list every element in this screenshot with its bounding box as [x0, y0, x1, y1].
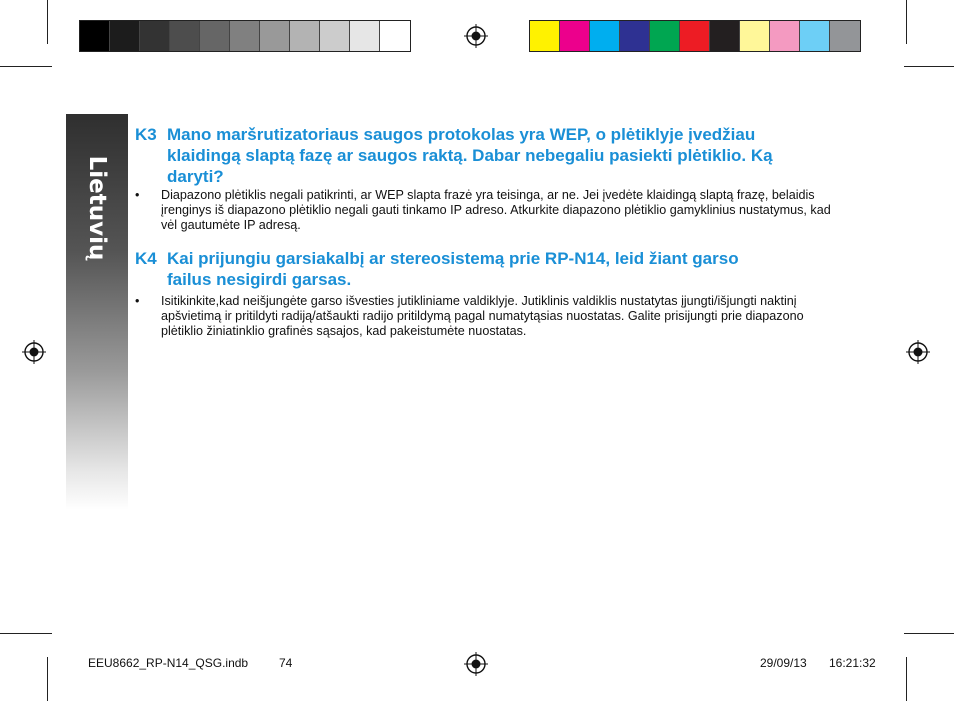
crop-mark — [906, 0, 907, 44]
registration-mark-icon — [464, 24, 488, 48]
registration-mark-icon — [464, 652, 488, 676]
color-swatch — [680, 21, 710, 51]
color-swatch — [140, 21, 170, 51]
color-swatch — [620, 21, 650, 51]
color-swatch — [260, 21, 290, 51]
color-swatch — [770, 21, 800, 51]
color-swatch — [560, 21, 590, 51]
crop-mark — [0, 633, 52, 634]
process-color-bar — [529, 20, 861, 52]
footer-file-name: EEU8662_RP-N14_QSG.indb — [88, 656, 249, 670]
footer-time: 16:21:32 — [829, 656, 876, 670]
color-swatch — [320, 21, 350, 51]
question-text: Kai prijungiu garsiakalbį ar stereosistemą prie RP-N14, leid žiant garso failus nesigirdi garsas. — [167, 249, 739, 289]
color-swatch — [530, 21, 560, 51]
color-swatch — [230, 21, 260, 51]
answer-text: Isitikinkite,kad neišjungėte garso išvesties jutikliniame valdiklyje. Jutiklinis valdiklis nustatytas įjungti/išjungti naktinį apšvietimą ir pritildyti radiją/atšaukti radijo pritildymą pagal numatytąsias nuostatas. Galite prisijungti prie diapazono plėtiklio žiniatinklio grafinės sąsajos, kad pakeistumėte nuostatas. — [161, 294, 804, 338]
crop-mark — [47, 657, 48, 701]
bullet-marker: • — [135, 188, 140, 202]
footer-date: 29/09/13 — [760, 656, 807, 670]
crop-mark — [47, 0, 48, 44]
crop-mark — [904, 633, 954, 634]
question-number: K4 — [135, 249, 157, 268]
color-swatch — [710, 21, 740, 51]
question-text: Mano maršrutizatoriaus saugos protokolas yra WEP, o plėtiklyje įvedžiau klaidingą slaptą fazę ar saugos raktą. Dabar nebegaliu pasiekti plėtiklio. Ką daryti? — [167, 125, 773, 186]
color-swatch — [800, 21, 830, 51]
color-swatch — [350, 21, 380, 51]
color-swatch — [830, 21, 860, 51]
color-swatch — [380, 21, 410, 51]
answer-text: Diapazono plėtiklis negali patikrinti, ar WEP slapta frazė yra teisinga, ar ne. Jei įvedėte klaidingą slaptą frazę, belaidis įrenginys iš diapazono plėtiklio negali gauti tinkamo IP adreso. Atkurkite diapazono plėtiklio gamyklinius nustatymus, kad vėl gautumėte IP adresą. — [161, 188, 831, 232]
color-swatch — [290, 21, 320, 51]
crop-mark — [904, 66, 954, 67]
registration-mark-icon — [906, 340, 930, 364]
color-swatch — [650, 21, 680, 51]
grayscale-color-bar — [79, 20, 411, 52]
color-swatch — [110, 21, 140, 51]
footer-page-number: 74 — [279, 656, 293, 670]
color-swatch — [740, 21, 770, 51]
crop-mark — [0, 66, 52, 67]
color-swatch — [200, 21, 230, 51]
question-number: K3 — [135, 125, 157, 144]
color-swatch — [590, 21, 620, 51]
color-swatch — [170, 21, 200, 51]
language-tab-label: Lietuvių — [84, 155, 110, 261]
color-swatch — [80, 21, 110, 51]
bullet-marker: • — [135, 294, 140, 308]
registration-mark-icon — [22, 340, 46, 364]
crop-mark — [906, 657, 907, 701]
